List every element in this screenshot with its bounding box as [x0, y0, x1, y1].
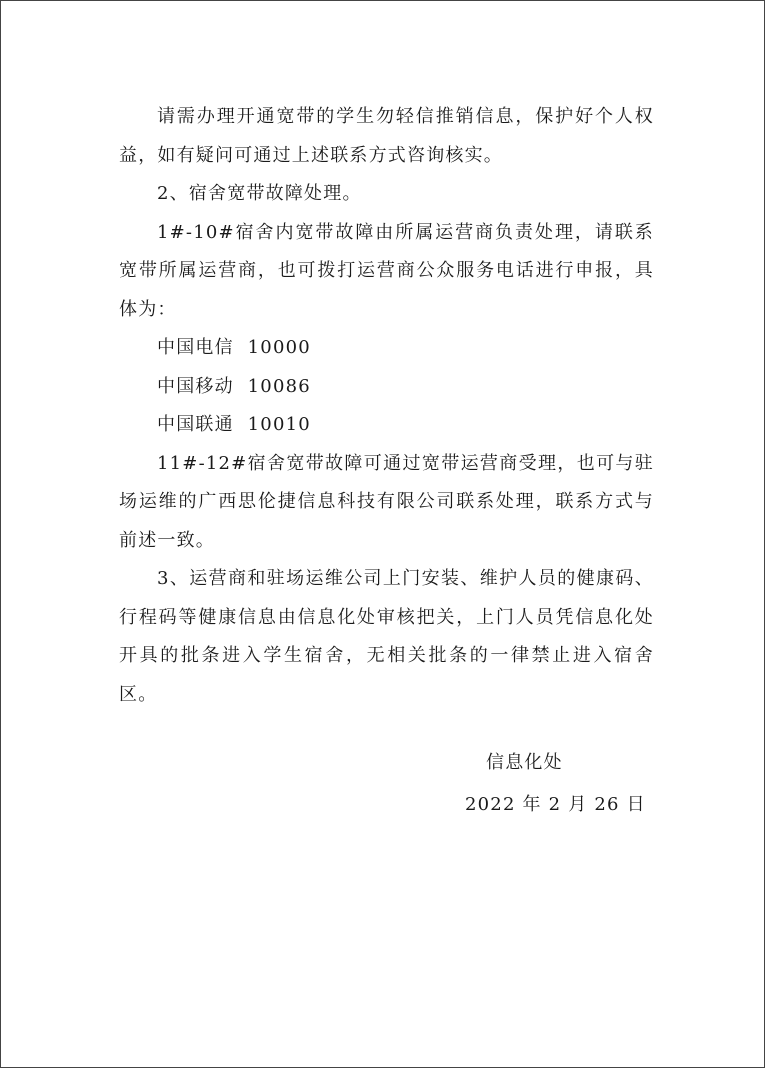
- hotline-name: 中国联通: [157, 414, 234, 435]
- intro-paragraph: 请需办理开通宽带的学生勿轻信推销信息，保护好个人权益，如有疑问可通过上述联系方式咨询核实。: [119, 106, 654, 166]
- hotline-number: 10086: [247, 375, 311, 397]
- hotline-name: 中国电信: [157, 337, 234, 358]
- hotline-name: 中国移动: [157, 375, 234, 397]
- section-2-body: 1#-10#宿舍内宽带故障由所属运营商负责处理，请联系宽带所属运营商，也可拨打运营商公众服务电话进行申报，具体为：: [119, 221, 654, 320]
- hotline-number: 10010: [247, 414, 311, 435]
- hotline-item: [119, 406, 654, 445]
- section-3-paragraph: 3、运营商和驻场运维公司上门安装、维护人员的健康码、行程码等健康信息由信息化处审核把关，上门人员凭信息化处开具的批条进入学生宿舍，无相关批条的一律禁止进入宿舍区。: [119, 568, 654, 705]
- hotline-number: 10000: [247, 337, 311, 358]
- signature-date: 2022 年 2 月 26 日: [465, 794, 646, 815]
- document-body: [119, 98, 654, 714]
- section-2-note: 11#-12#宿舍宽带故障可通过宽带运营商受理，也可与驻场运维的广西思伦捷信息科技有限公司联系处理，联系方式与前述一致。: [119, 452, 654, 551]
- section-2-heading: 2、宿舍宽带故障处理。: [157, 183, 362, 204]
- hotline-list: [119, 329, 654, 445]
- hotline-item: [119, 329, 654, 368]
- signature-org: 信息化处: [486, 752, 563, 773]
- hotline-item: [119, 368, 654, 407]
